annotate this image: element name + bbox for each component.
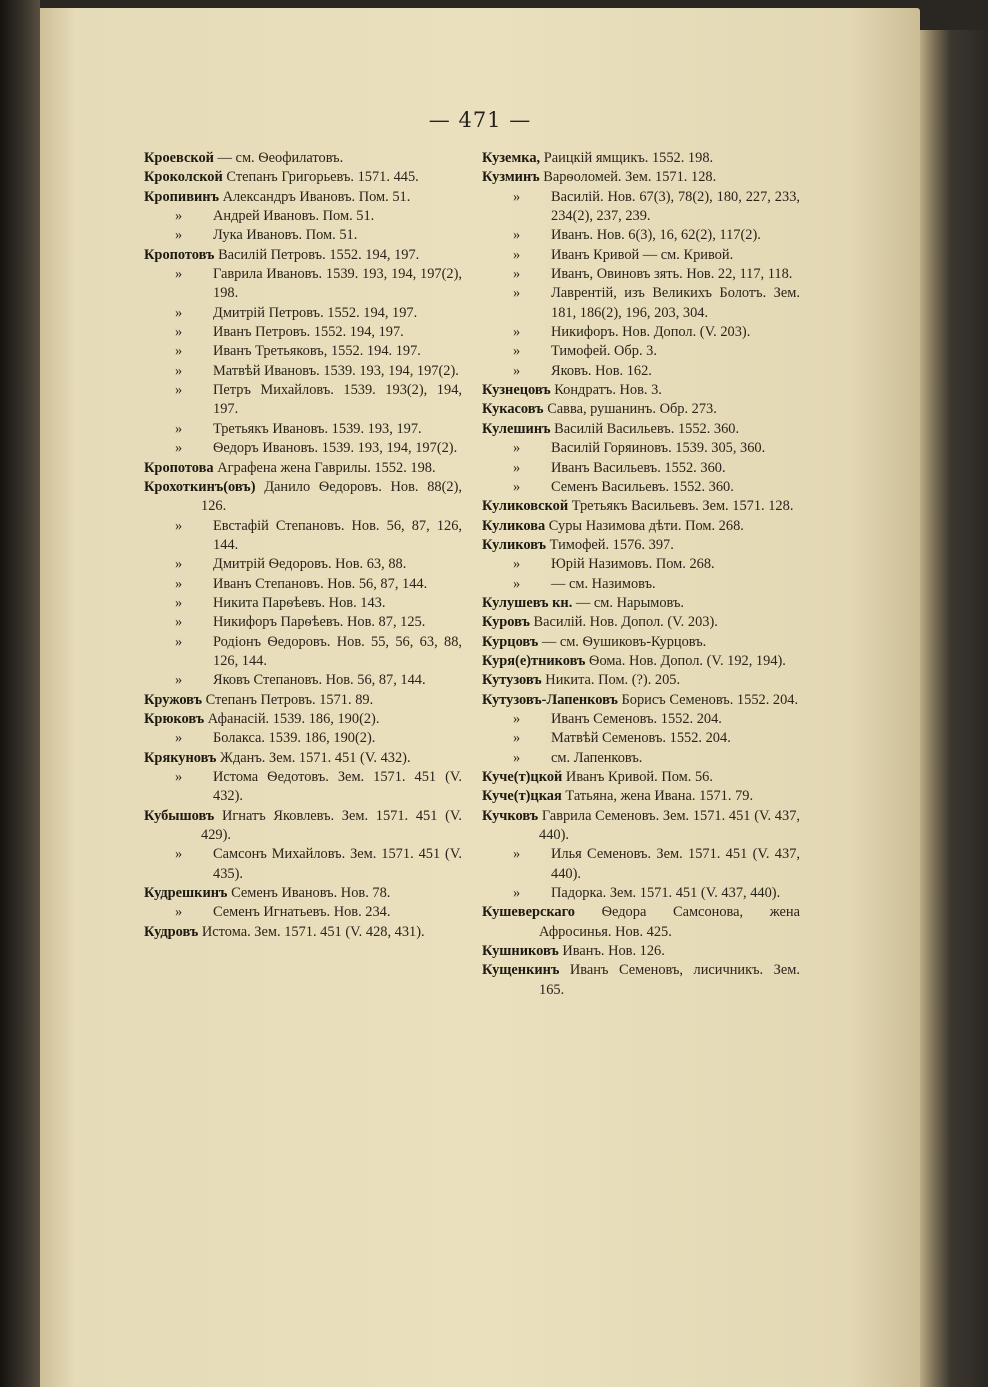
ditto-mark: » [175, 730, 183, 747]
index-entry [144, 923, 462, 942]
index-subentry [144, 613, 462, 632]
entry-text: Петръ Михайловъ. 1539. 193(2), 194, 197. [213, 382, 462, 418]
entry-text: Семенъ Васильевъ. 1552. 360. [551, 478, 734, 495]
entry-text: Никита Парѳѣевъ. Нов. 143. [213, 594, 386, 611]
index-subentry [144, 729, 462, 748]
entry-text: — см. Ѳушиковъ-Курцовъ. [541, 633, 707, 650]
ditto-mark: » [513, 459, 521, 476]
entry-surname: Крюковъ [144, 710, 205, 727]
entry-surname: Куче(т)цкой [482, 769, 563, 785]
entry-surname: Кулешинъ [482, 420, 551, 437]
index-entry [482, 400, 800, 419]
ditto-mark: » [175, 517, 183, 534]
index-entry [482, 671, 800, 690]
entry-surname: Кукасовъ [482, 401, 544, 418]
entry-surname: Кушниковъ [482, 943, 559, 960]
ditto-mark: » [513, 710, 521, 727]
index-subentry [144, 845, 462, 884]
ditto-mark: » [513, 246, 521, 263]
index-subentry [482, 749, 800, 768]
index-entry [482, 168, 800, 187]
index-subentry [144, 903, 462, 922]
entry-surname: Кутузовъ [482, 672, 542, 689]
index-subentry [144, 342, 462, 361]
entry-text: Гаврила Семеновъ. Зем. 1571. 451 (V. 437, 440). [539, 807, 800, 844]
entry-text: Василій. Нов. Допол. (V. 203). [533, 614, 718, 631]
entry-text: Родіонъ Ѳедоровъ. Нов. 55, 56, 63, 88, 126, 144. [213, 633, 462, 669]
entry-text: Юрій Назимовъ. Пом. 268. [551, 556, 715, 573]
ditto-mark: » [513, 885, 521, 902]
ditto-mark: » [175, 440, 183, 457]
index-subentry [144, 304, 462, 323]
ditto-mark: » [513, 324, 521, 341]
entry-text: Иванъ Третьяковъ, 1552. 194. 197. [213, 343, 421, 360]
entry-text: Тимофей. Обр. 3. [551, 343, 657, 360]
entry-surname: Кропивинъ [144, 188, 219, 205]
entry-text: Семенъ Игнатьевъ. Нов. 234. [213, 904, 391, 921]
ditto-mark: » [175, 769, 183, 785]
entry-text: Дмитрій Ѳедоровъ. Нов. 63, 88. [213, 556, 407, 573]
entry-text: Яковъ. Нов. 162. [551, 362, 652, 379]
index-entry [144, 168, 462, 187]
entry-surname: Куровъ [482, 614, 530, 631]
entry-text: Ѳедоръ Ивановъ. 1539. 193, 194, 197(2). [213, 440, 458, 457]
index-entry [482, 594, 800, 613]
entry-text: Матвѣй Ивановъ. 1539. 193, 194, 197(2). [213, 362, 459, 379]
index-entry [144, 749, 462, 768]
entry-surname: Кропотовъ [144, 246, 215, 263]
entry-text: Татьяна, жена Ивана. 1571. 79. [565, 788, 754, 805]
ditto-mark: » [175, 556, 183, 573]
entry-surname: Кулушевъ кн. [482, 594, 573, 611]
entry-surname: Куликовской [482, 498, 569, 515]
index-subentry [482, 188, 800, 227]
index-subentry [482, 478, 800, 497]
index-entry [144, 691, 462, 710]
entry-text: Гаврила Ивановъ. 1539. 193, 194, 197(2), 198. [213, 266, 462, 302]
entry-text: Падорка. Зем. 1571. 451 (V. 437, 440). [551, 885, 781, 902]
ditto-mark: » [175, 633, 183, 650]
entry-text: Никифоръ Парѳѣевъ. Нов. 87, 125. [213, 614, 426, 631]
entry-surname: Кропотова [144, 459, 214, 476]
index-subentry [482, 323, 800, 342]
entry-text: Варѳоломей. Зем. 1571. 128. [543, 169, 717, 186]
ditto-mark: » [175, 672, 183, 689]
entry-text: Яковъ Степановъ. Нов. 56, 87, 144. [213, 672, 426, 689]
index-entry [144, 807, 462, 846]
entry-text: см. Лапенковъ. [551, 749, 643, 766]
entry-text: Иванъ Семеновъ. 1552. 204. [551, 710, 722, 727]
entry-text: — см. Ѳеофилатовъ. [217, 150, 344, 166]
index-entry [482, 497, 800, 516]
index-entry [144, 478, 462, 517]
entry-surname: Кубышовъ [144, 807, 215, 824]
ditto-mark: » [513, 343, 521, 360]
index-entry [144, 246, 462, 265]
ditto-mark: » [513, 556, 521, 573]
entry-text: Кондратъ. Нов. 3. [554, 382, 662, 399]
index-subentry [482, 284, 800, 323]
ditto-mark: » [513, 846, 521, 863]
index-subentry [482, 439, 800, 458]
entry-text: Третьякъ Васильевъ. Зем. 1571. 128. [571, 498, 794, 515]
entry-surname: Кружовъ [144, 691, 202, 708]
index-entry [482, 652, 800, 671]
entry-text: Раицкій ямщикъ. 1552. 198. [543, 150, 714, 166]
entry-text: Ѳедора Самсонова, жена Афросинья. Нов. 425. [539, 904, 800, 940]
index-subentry [482, 342, 800, 361]
index-subentry [144, 362, 462, 381]
index-entry [482, 517, 800, 536]
index-entry [482, 961, 800, 1000]
index-subentry [144, 420, 462, 439]
ditto-mark: » [513, 575, 521, 592]
index-entry [144, 149, 462, 168]
entry-text: Борисъ Семеновъ. 1552. 204. [621, 691, 799, 708]
entry-text: — см. Назимовъ. [551, 575, 656, 592]
entry-text: Данило Ѳедоровъ. Нов. 88(2), 126. [201, 478, 462, 515]
ditto-mark: » [513, 478, 521, 495]
entry-text: Афанасій. 1539. 186, 190(2). [207, 710, 380, 727]
index-subentry [482, 226, 800, 245]
entry-surname: Кущенкинъ [482, 962, 560, 979]
ditto-mark: » [513, 227, 521, 244]
entry-surname: Крякуновъ [144, 749, 217, 766]
index-subentry [144, 594, 462, 613]
entry-text: Андрей Ивановъ. Пом. 51. [213, 208, 375, 225]
entry-surname: Куликова [482, 517, 546, 534]
ditto-mark: » [175, 208, 183, 225]
ditto-mark: » [175, 343, 183, 360]
entry-surname: Крохоткинъ(овъ) [144, 478, 256, 495]
index-entry [482, 691, 800, 710]
index-subentry [482, 884, 800, 903]
index-subentry [144, 323, 462, 342]
entry-text: Александръ Ивановъ. Пом. 51. [222, 188, 411, 205]
entry-surname: Кроколской [144, 169, 223, 186]
entry-text: Самсонъ Михайловъ. Зем. 1571. 451 (V. 435). [213, 846, 462, 882]
index-entry [144, 459, 462, 478]
index-entry [482, 787, 800, 806]
ditto-mark: » [513, 730, 521, 747]
index-entry [482, 903, 800, 942]
page-edge [920, 30, 988, 1387]
entry-text: Иванъ. Нов. 126. [562, 943, 665, 960]
entry-text: Иванъ Кривой. Пом. 56. [565, 769, 713, 785]
entry-surname: Курцовъ [482, 633, 539, 650]
entry-text: Степанъ Григорьевъ. 1571. 445. [226, 169, 419, 186]
entry-text: Лаврентій, изъ Великихъ Болотъ. Зем. 181, 186(2), 196, 203, 304. [551, 285, 800, 321]
entry-text: Иванъ Кривой — см. Кривой. [551, 246, 734, 263]
ditto-mark: » [513, 440, 521, 457]
entry-text: Савва, рушанинъ. Обр. 273. [547, 401, 717, 418]
index-subentry [144, 633, 462, 672]
index-entry [144, 710, 462, 729]
entry-text: Иванъ Васильевъ. 1552. 360. [551, 459, 726, 476]
entry-text: Дмитрій Петровъ. 1552. 194, 197. [213, 304, 418, 321]
entry-text: Иванъ Петровъ. 1552. 194, 197. [213, 324, 404, 341]
ditto-mark: » [175, 614, 183, 631]
entry-text: Иванъ, Овиновъ зять. Нов. 22, 117, 118. [551, 266, 793, 283]
entry-surname: Кушеверскаго [482, 904, 575, 921]
entry-text: Семенъ Ивановъ. Нов. 78. [231, 885, 391, 902]
ditto-mark: » [175, 846, 183, 863]
index-subentry [482, 575, 800, 594]
entry-text: Лука Ивановъ. Пом. 51. [213, 227, 358, 244]
entry-text: Матвѣй Семеновъ. 1552. 204. [551, 730, 731, 747]
entry-text: Жданъ. Зем. 1571. 451 (V. 432). [220, 749, 411, 766]
entry-text: — см. Нарымовъ. [575, 594, 685, 611]
ditto-mark: » [513, 749, 521, 766]
index-subentry [144, 439, 462, 458]
ditto-mark: » [175, 324, 183, 341]
index-entry [482, 536, 800, 555]
ditto-mark: » [175, 594, 183, 611]
entry-surname: Кудрешкинъ [144, 885, 228, 902]
entry-surname: Кучковъ [482, 807, 539, 824]
entry-surname: Кузминъ [482, 169, 540, 186]
ditto-mark: » [513, 362, 521, 379]
index-subentry [144, 517, 462, 556]
index-column-right [482, 149, 800, 1000]
entry-surname: Куземка, [482, 150, 541, 166]
index-entry [482, 381, 800, 400]
entry-text: Иванъ. Нов. 6(3), 16, 62(2), 117(2). [551, 227, 761, 244]
index-subentry [144, 575, 462, 594]
entry-surname: Кузнецовъ [482, 382, 551, 399]
entry-text: Аграфена жена Гаврилы. 1552. 198. [217, 459, 436, 476]
index-entry [144, 884, 462, 903]
ditto-mark: » [175, 904, 183, 921]
entry-text: Истома. Зем. 1571. 451 (V. 428, 431). [201, 923, 425, 940]
index-entry [482, 633, 800, 652]
ditto-mark: » [175, 382, 183, 399]
entry-text: Ѳома. Нов. Допол. (V. 192, 194). [589, 652, 786, 669]
index-subentry [482, 710, 800, 729]
entry-text: Игнатъ Яковлевъ. Зем. 1571. 451 (V. 429). [201, 807, 463, 844]
entry-text: Илья Семеновъ. Зем. 1571. 451 (V. 437, 440). [551, 846, 800, 882]
entry-surname: Кроевской [144, 150, 214, 166]
entry-text: Степанъ Петровъ. 1571. 89. [205, 691, 374, 708]
index-subentry [482, 845, 800, 884]
entry-text: Болакса. 1539. 186, 190(2). [213, 730, 376, 747]
entry-text: Истома Ѳедотовъ. Зем. 1571. 451 (V. 432). [213, 769, 462, 805]
ditto-mark: » [513, 285, 521, 302]
ditto-mark: » [175, 362, 183, 379]
index-subentry [144, 381, 462, 420]
index-entry [144, 188, 462, 207]
book-binding [0, 0, 40, 1387]
index-entry [482, 149, 800, 168]
ditto-mark: » [175, 420, 183, 437]
index-subentry [482, 265, 800, 284]
entry-text: Иванъ Степановъ. Нов. 56, 87, 144. [213, 575, 428, 592]
index-subentry [482, 459, 800, 478]
index-subentry [482, 362, 800, 381]
entry-text: Суры Назимова дѣти. Пом. 268. [548, 517, 744, 534]
entry-surname: Куликовъ [482, 536, 547, 553]
entry-text: Иванъ Семеновъ, лисичникъ. Зем. 165. [539, 962, 800, 998]
ditto-mark: » [513, 188, 521, 205]
entry-text: Василій Васильевъ. 1552. 360. [554, 420, 740, 437]
book-page [40, 8, 920, 1387]
index-subentry [482, 246, 800, 265]
entry-surname: Куче(т)цкая [482, 788, 562, 805]
index-entry [482, 942, 800, 961]
index-entry [482, 807, 800, 846]
index-subentry [144, 671, 462, 690]
ditto-mark: » [175, 575, 183, 592]
entry-text: Василій Горяиновъ. 1539. 305, 360. [551, 440, 766, 457]
ditto-mark: » [175, 304, 183, 321]
index-subentry [144, 226, 462, 245]
entry-surname: Кудровъ [144, 923, 199, 940]
entry-text: Никифоръ. Нов. Допол. (V. 203). [551, 324, 751, 341]
ditto-mark: » [175, 227, 183, 244]
index-subentry [144, 265, 462, 304]
index-subentry [144, 555, 462, 574]
entry-text: Никита. Пом. (?). 205. [545, 672, 681, 689]
index-entry [482, 420, 800, 439]
index-column-left [144, 149, 462, 942]
entry-text: Тимофей. 1576. 397. [549, 536, 674, 553]
index-subentry [482, 555, 800, 574]
index-subentry [144, 207, 462, 226]
index-subentry [482, 729, 800, 748]
entry-surname: Куря(е)тниковъ [482, 652, 586, 669]
entry-text: Василій. Нов. 67(3), 78(2), 180, 227, 233, 234(2), 237, 239. [551, 188, 800, 225]
entry-surname: Кутузовъ-Лапенковъ [482, 691, 618, 708]
index-subentry [144, 768, 462, 807]
index-entry [482, 613, 800, 632]
index-entry [482, 768, 800, 787]
entry-text: Третьякъ Ивановъ. 1539. 193, 197. [213, 420, 422, 437]
ditto-mark: » [175, 266, 183, 283]
entry-text: Василій Петровъ. 1552. 194, 197. [218, 246, 420, 263]
page-number: — 471 — [428, 108, 532, 132]
ditto-mark: » [513, 266, 521, 283]
entry-text: Евстафій Степановъ. Нов. 56, 87, 126, 144. [213, 517, 462, 553]
